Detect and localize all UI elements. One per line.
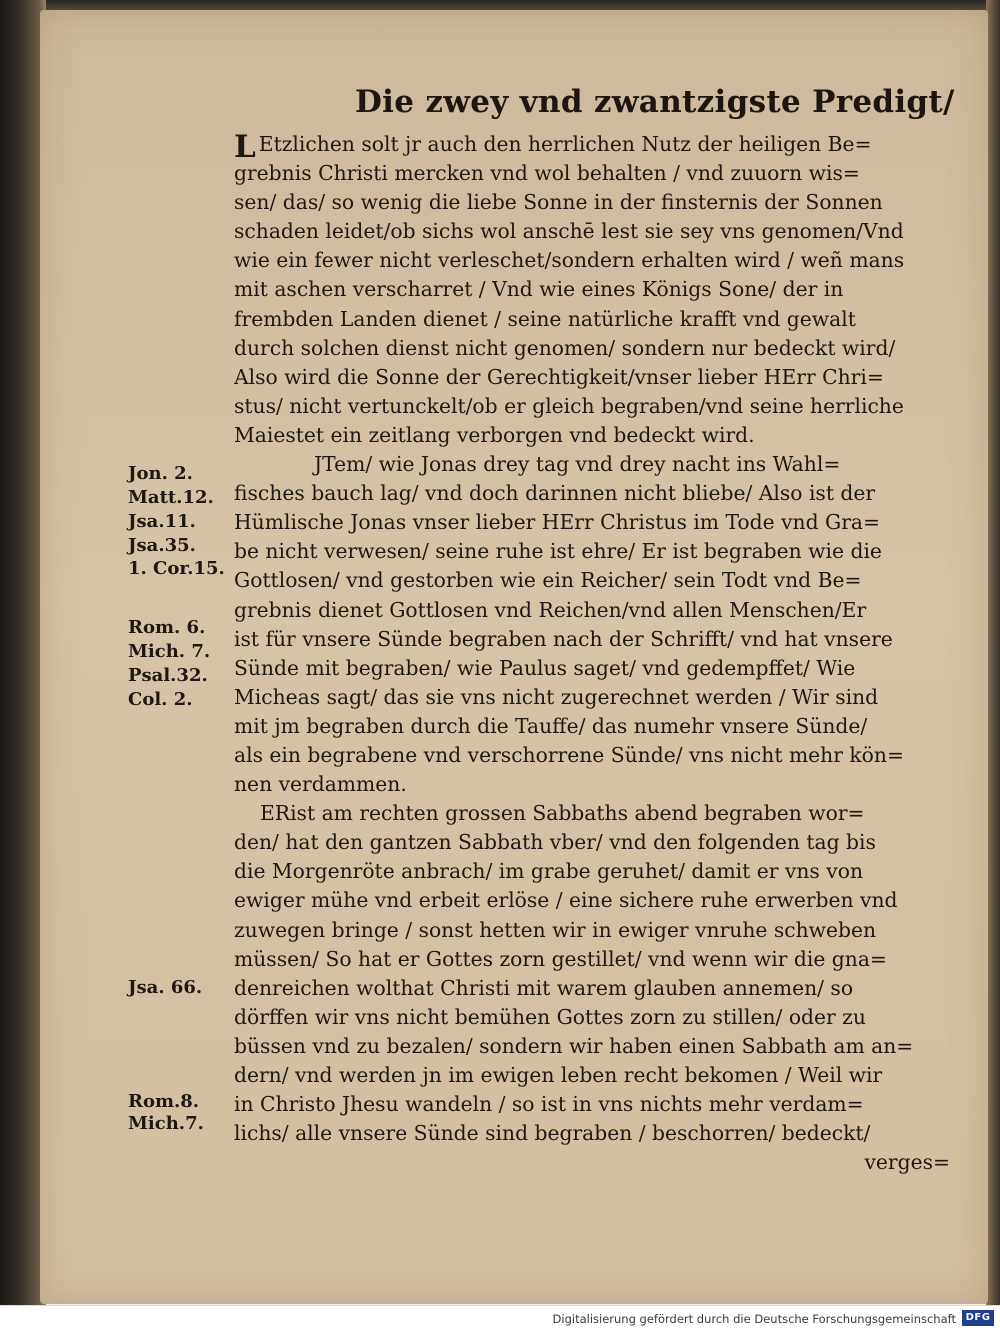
text-line: ewiger mühe vnd erbeit erlöse / eine sichere ruhe erwerben vnd bbox=[234, 888, 898, 913]
text-line: wie ein fewer nicht verleschet/sondern erhalten wird / weñ mans bbox=[234, 248, 905, 273]
text-line: dern/ vnd werden jn im ewigen leben recht bekomen / Weil wir bbox=[234, 1063, 883, 1087]
text-line: Micheas sagt/ das sie vns nicht zugerechnet werden / Wir sind bbox=[234, 684, 879, 709]
text-line: Also wird die Sonne der Gerechtigkeit/vnser lieber HErr Chri= bbox=[234, 364, 884, 389]
margin-note: Rom.8. bbox=[128, 1091, 200, 1112]
text-line: sen/ das/ so wenig die liebe Sonne in der finsternis der Sonnen bbox=[234, 190, 883, 215]
text-line: mit jm begraben durch die Tauffe/ das numehr vnsere Sünde/ bbox=[234, 713, 868, 738]
margin-note: Mich.7. bbox=[128, 1113, 204, 1134]
margin-note: Jsa. 66. bbox=[128, 977, 203, 998]
text-line: büssen vnd zu bezalen/ sondern wir haben einen Sabbath am an= bbox=[234, 1033, 914, 1058]
text-line: dörffen wir vns nicht bemühen Gottes zorn zu stillen/ oder zu bbox=[234, 1004, 866, 1029]
text-line: als ein begrabene vnd verschorrene Sünde/ vns nicht mehr kön= bbox=[234, 742, 904, 767]
margin-note: Jsa.35. bbox=[128, 535, 196, 556]
text-line: grebnis Christi mercken vnd wol behalten / vnd zuuorn wis= bbox=[234, 161, 860, 186]
text-line: den/ hat den gantzen Sabbath vber/ vnd den folgenden tag bis bbox=[234, 830, 876, 855]
text-line: stus/ nicht vertunckelt/ob er gleich begraben/vnd seine herrliche bbox=[234, 393, 904, 418]
margin-note: Col. 2. bbox=[128, 689, 193, 710]
sermon-text bbox=[234, 130, 950, 1177]
text-line: Gottlosen/ vnd gestorben wie ein Reicher/ sein Todt vnd Be= bbox=[234, 568, 862, 593]
margin-note: Matt.12. bbox=[128, 487, 214, 508]
funding-credit: Digitalisierung gefördert durch die Deutsche Forschungsgemeinschaft bbox=[552, 1312, 956, 1326]
margin-note: Mich. 7. bbox=[128, 641, 211, 662]
margin-note: Jon. 2. bbox=[128, 463, 193, 484]
text-line: die Morgenröte anbrach/ im grabe geruhet/ damit er vns von bbox=[234, 859, 864, 884]
margin-note: Jsa.11. bbox=[128, 511, 196, 532]
drop-initial: L bbox=[234, 130, 256, 160]
dfg-logo: DFG bbox=[962, 1310, 994, 1326]
text-line: Maiestet ein zeitlang verborgen vnd bedeckt wird. bbox=[234, 422, 755, 447]
text-line: mit aschen verscharret / Vnd wie eines Königs Sone/ der in bbox=[234, 277, 844, 302]
text-line: fisches bauch lag/ vnd doch darinnen nicht bliebe/ Also ist der bbox=[234, 481, 876, 506]
scan-border-right bbox=[986, 0, 1000, 1305]
margin-note: Psal.32. bbox=[128, 665, 208, 686]
text-line: schaden leidet/ob sichs wol anschē lest sie sey vns genomen/Vnd bbox=[234, 219, 904, 244]
text-line: nen verdammen. bbox=[234, 772, 407, 797]
text-line: durch solchen dienst nicht genomen/ sondern nur bedeckt wird/ bbox=[234, 335, 896, 360]
margin-note: 1. Cor.15. bbox=[128, 558, 225, 579]
text-line: frembden Landen dienet / seine natürliche krafft vnd gewalt bbox=[234, 306, 856, 331]
margin-note: Rom. 6. bbox=[128, 617, 206, 638]
text-line: in Christo Jhesu wandeln / so ist in vns nichts mehr verdam= bbox=[234, 1092, 864, 1117]
text-line: ERist am rechten grossen Sabbaths abend begraben wor= bbox=[260, 801, 865, 826]
text-line: JTem/ wie Jonas drey tag vnd drey nacht ins Wahl= bbox=[314, 452, 841, 477]
catchword: verges= bbox=[864, 1150, 950, 1175]
text-line: Hümlische Jonas vnser lieber HErr Christus im Tode vnd Gra= bbox=[234, 510, 881, 535]
text-line: Sünde mit begraben/ wie Paulus saget/ vnd gedempffet/ Wie bbox=[234, 655, 856, 680]
footer-bar bbox=[0, 1305, 1000, 1331]
text-line: müssen/ So hat er Gottes zorn gestillet/ vnd wenn wir die gna= bbox=[234, 946, 887, 971]
text-line: denreichen wolthat Christi mit warem glauben annemen/ so bbox=[234, 975, 854, 1000]
text-line: lichs/ alle vnsere Sünde sind begraben / beschorren/ bedeckt/ bbox=[234, 1121, 871, 1146]
text-line: zuwegen bringe / sonst hetten wir in ewiger vnruhe schweben bbox=[234, 917, 877, 942]
text-line: grebnis dienet Gottlosen vnd Reichen/vnd allen Menschen/Er bbox=[234, 597, 867, 622]
text-line: be nicht verwesen/ seine ruhe ist ehre/ Er ist begraben wie die bbox=[234, 539, 882, 564]
text-line: L Etzlichen solt jr auch den herrlichen Nutz der heiligen Be= bbox=[234, 130, 872, 160]
sermon-heading: Die zwey vnd zwantzigste Predigt/ bbox=[355, 84, 955, 120]
text-line: ist für vnsere Sünde begraben nach der Schrifft/ vnd hat vnsere bbox=[234, 626, 893, 651]
